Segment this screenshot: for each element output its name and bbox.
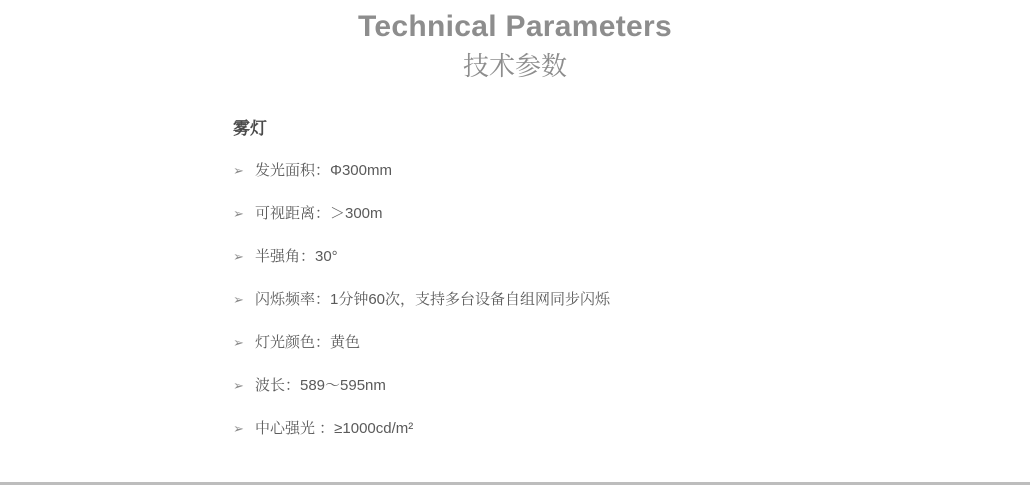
spec-text: 可视距离：＞300m [255, 205, 383, 222]
list-item [233, 290, 1030, 310]
page-title-chinese: 技术参数 [462, 51, 567, 81]
spec-text: 发光面积：Φ300mm [255, 162, 392, 179]
spec-text: 中心强光 ：≥1000cd/m² [255, 420, 414, 437]
list-item [233, 376, 1030, 396]
list-item [233, 204, 1030, 224]
arrow-bullet-icon: ➢ [233, 421, 244, 436]
spec-list [233, 161, 1030, 439]
page-title-english: Technical Parameters [358, 10, 672, 43]
arrow-bullet-icon: ➢ [233, 163, 244, 178]
spec-text: 半强角：30° [255, 248, 338, 265]
arrow-bullet-icon: ➢ [233, 206, 244, 221]
list-item [233, 419, 1030, 439]
page-title-block [0, 0, 1030, 84]
list-item [233, 161, 1030, 181]
section-heading: 雾灯 [233, 119, 267, 138]
arrow-bullet-icon: ➢ [233, 378, 244, 393]
spec-text: 灯光颜色：黄色 [255, 334, 361, 351]
spec-content [233, 114, 1030, 439]
spec-text: 闪烁频率：1分钟60次，支持多台设备自组网同步闪烁 [255, 291, 611, 308]
arrow-bullet-icon: ➢ [233, 335, 244, 350]
arrow-bullet-icon: ➢ [233, 249, 244, 264]
list-item [233, 333, 1030, 353]
arrow-bullet-icon: ➢ [233, 292, 244, 307]
list-item [233, 247, 1030, 267]
spec-text: 波长：589～595nm [255, 377, 386, 394]
